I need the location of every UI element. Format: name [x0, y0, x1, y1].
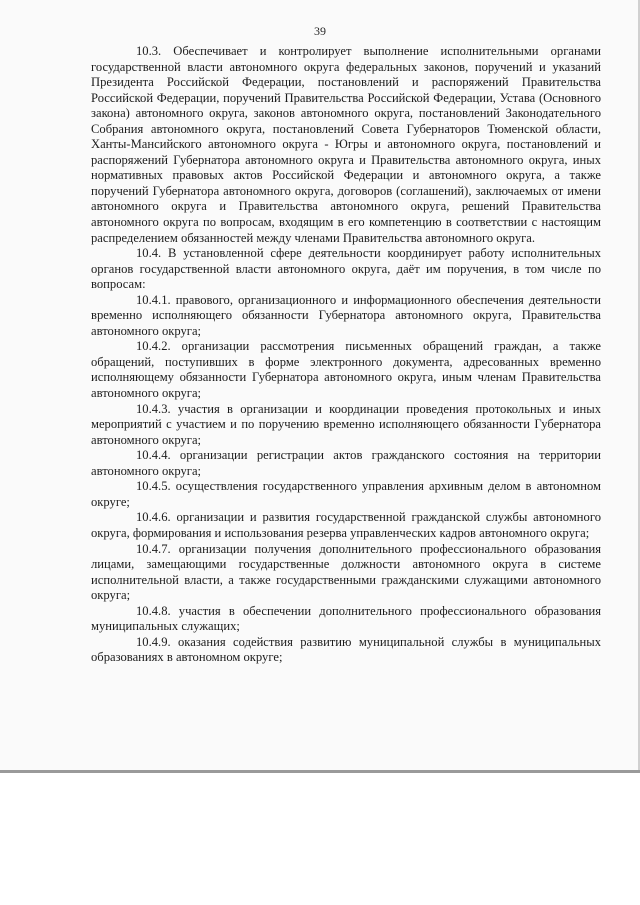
document-body — [91, 44, 601, 666]
paragraph-10-4: 10.4. В установленной сфере деятельности координирует работу исполнительных органов государственной власти автономного округа, даёт им поручения, в том числе по вопросам: — [91, 246, 601, 292]
paragraph-10-4-2: 10.4.2. организации рассмотрения письменных обращений граждан, а также обращений, поступивших в форме электронного документа, адресованных временно исполняющему обязанности Губернатора автономного округа, иным членам Правительства автономного округа; — [91, 339, 601, 401]
paragraph-10-4-1: 10.4.1. правового, организационного и информационного обеспечения деятельности временно исполняющего обязанности Губернатора автономного округа, Правительства автономного округа; — [91, 292, 601, 338]
page-number: 39 — [314, 24, 326, 38]
paragraph-10-4-9: 10.4.9. оказания содействия развитию муниципальной службы в муниципальных образованиях в автономном округе; — [91, 634, 601, 665]
paragraph-10-4-4: 10.4.4. организации регистрации актов гражданского состояния на территории автономного округа; — [91, 448, 601, 478]
paragraph-10-4-3: 10.4.3. участия в организации и координации проведения протокольных и иных мероприятий с участием и по поручению временно исполняющего обязанности Губернатора автономного округа; — [91, 401, 601, 447]
paragraph-10-3: 10.3. Обеспечивает и контролирует выполнение исполнительными органами государственной власти автономного округа федеральных законов, поручений и указаний Президента Российской Федерации, постановлений и распоряжений Правительства Российской Федерации, поручений Правительства Российской Федерации, Устава (Основного закона) автономного округа, законов автономного округа, постановлений Законодательного Собрания автономного округа, постановлений Совета Губернаторов Тюменской области, Ханты-Мансийского автономного округа - Югры и автономного округа, постановлений и распоряжений Губернатора автономного округа и Правительства автономного округа, иных нормативных правовых актов Российской Федерации и автономного округа, а также поручений Губернатора автономного округа, договоров (соглашений), заключаемых от имени автономного округа и Правительства автономного округа, решений Правительства автономного округа по вопросам, входящим в его компетенцию в соответствии с настоящим распределением обязанностей между членами Правительства автономного округа. — [91, 44, 601, 245]
paragraph-10-4-7: 10.4.7. организации получения дополнительного профессионального образования лицами, замещающими государственные должности автономного округа в системе исполнительной власти, а также государственными гражданскими служащими автономного округа; — [91, 541, 601, 603]
paragraph-10-4-5: 10.4.5. осуществления государственного управления архивным делом в автономном округе; — [91, 479, 601, 509]
paragraph-10-4-6: 10.4.6. организации и развития государственной гражданской службы автономного округа, формирования и использования резерва управленческих кадров автономного округа; — [91, 510, 601, 540]
paragraph-10-4-8: 10.4.8. участия в обеспечении дополнительного профессионального образования муниципальных служащих; — [91, 603, 601, 634]
